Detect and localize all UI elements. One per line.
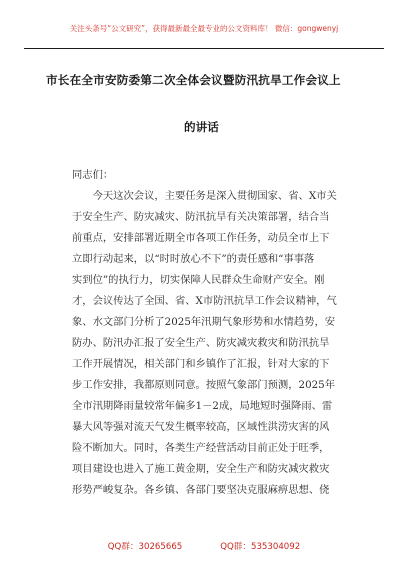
promo-header — [24, 14, 384, 49]
body-line: 防办、防汛办汇报了安全生产、防灾减灾救灾和防汛抗旱 — [72, 337, 330, 349]
body-line: 项目建设也进入了施工黄金期，安全生产和防灾减灾救灾 — [72, 463, 330, 475]
salutation: 同志们： — [72, 169, 114, 181]
body-line: 形势严峻复杂。各乡镇、各部门要坚决克服麻痹思想、侥 — [72, 484, 330, 496]
body-line: 前重点，安排部署近期全市各项工作任务，动员全市上下 — [72, 232, 330, 244]
body-line: 险不断加大。同时，各类生产经营活动目前正处于旺季， — [72, 442, 330, 454]
body-line: 全市汛期降雨量较常年偏多1－2成，局地短时强降雨、雷 — [72, 400, 333, 412]
document-body — [72, 165, 356, 501]
qq-group-2: QQ群：535304092 — [220, 542, 301, 552]
body-line: 象、水文部门分析了2025年汛期气象形势和水情趋势，安 — [72, 316, 336, 328]
document-title-line-2: 的讲话 — [184, 120, 219, 134]
body-line: 工作开展情况，相关部门和乡镇作了汇报，针对大家的下 — [72, 358, 330, 370]
body-line: 今天这次会议，主要任务是深入贯彻国家、省、X市关 — [72, 190, 337, 202]
document-title-line-1: 市长在全市安防委第二次全体会议暨防汛抗旱工作会议上 — [46, 73, 341, 87]
qq-group-1: QQ群：30265665 — [107, 542, 183, 552]
qq-footer — [0, 540, 408, 552]
body-line: 于安全生产、防灾减灾、防汛抗旱有关决策部署，结合当 — [72, 211, 330, 223]
body-line: 步工作安排，我都原则同意。按照气象部门预测，2025年 — [72, 379, 336, 391]
body-line: 立即行动起来，以“时时放心不下”的责任感和“事事落 — [72, 253, 315, 265]
promo-header-text: 关注头条号“公文研究”，获得最新最全最专业的公文资料库！ 微信：gongwenyj — [69, 24, 339, 33]
body-line: 才，会议传达了全国、省、X市防汛抗旱工作会议精神，气 — [72, 295, 337, 307]
body-line: 实到位”的执行力，切实保障人民群众生命财产安全。刚 — [72, 274, 325, 286]
body-line: 暴大风等强对流天气发生概率较高，区域性洪涝灾害的风 — [72, 421, 330, 433]
